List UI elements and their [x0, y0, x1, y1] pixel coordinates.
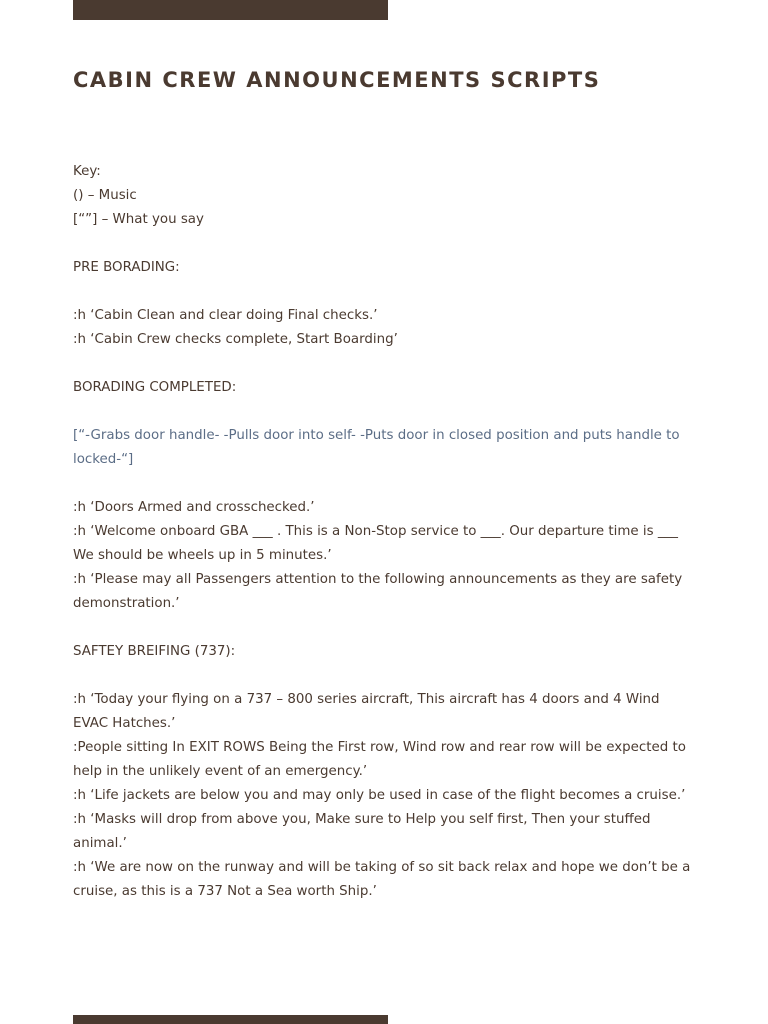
spacer — [73, 280, 698, 304]
key-say: [“”] – What you say — [73, 212, 204, 227]
safety-line: :h ‘Masks will drop from above you, Make sure to Help you self first, Then your stuffed animal.’ — [73, 812, 651, 851]
safety-briefing-heading: SAFTEY BREIFING (737): — [73, 644, 236, 659]
key-music: () – Music — [73, 188, 137, 203]
safety-line: :h ‘Today your flying on a 737 – 800 series aircraft, This aircraft has 4 doors and 4 Wind EVAC Hatches.’ — [73, 692, 660, 731]
document-title: CABIN CREW ANNOUNCEMENTS SCRIPTS — [73, 68, 601, 92]
spacer — [73, 400, 698, 424]
boarding-line: :h ‘Welcome onboard GBA ___ . This is a Non-Stop service to ___. Our departure time is ___ We should be wheels up in 5 minutes.’ — [73, 524, 678, 563]
spacer — [73, 352, 698, 376]
safety-line: :h ‘Life jackets are below you and may only be used in case of the flight becomes a cruise.’ — [73, 788, 686, 803]
boarding-completed-heading: BORADING COMPLETED: — [73, 380, 237, 395]
spacer — [73, 616, 698, 640]
pre-boarding-line: :h ‘Cabin Crew checks complete, Start Boarding’ — [73, 332, 398, 347]
key-heading: Key: — [73, 164, 101, 179]
header-bar — [73, 0, 388, 20]
spacer — [73, 664, 698, 688]
footer-bar — [73, 1015, 388, 1024]
spacer — [73, 232, 698, 256]
spacer — [73, 472, 698, 496]
boarding-line: :h ‘Doors Armed and crosschecked.’ — [73, 500, 315, 515]
safety-line: :People sitting In EXIT ROWS Being the First row, Wind row and rear row will be expected to help in the unlikely event of an emergency.’ — [73, 740, 686, 779]
boarding-line: :h ‘Please may all Passengers attention to the following announcements as they are safety demonstration.’ — [73, 572, 683, 611]
document-body — [73, 160, 698, 904]
door-action-instruction: [“-Grabs door handle- -Pulls door into self- -Puts door in closed position and puts handle to locked-“] — [73, 428, 680, 467]
pre-boarding-heading: PRE BORADING: — [73, 260, 180, 275]
safety-line: :h ‘We are now on the runway and will be taking of so sit back relax and hope we don’t be a cruise, as this is a 737 Not a Sea worth Ship.’ — [73, 860, 691, 899]
pre-boarding-line: :h ‘Cabin Clean and clear doing Final checks.’ — [73, 308, 378, 323]
